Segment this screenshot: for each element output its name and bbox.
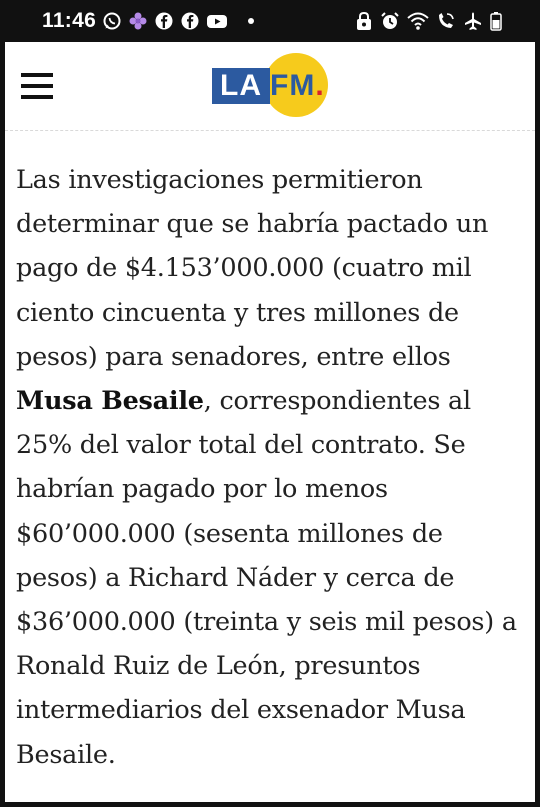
article-line xyxy=(16,644,528,688)
line-text: Besaile. xyxy=(16,739,116,770)
wifi-calling-icon xyxy=(436,11,456,31)
menu-bar xyxy=(21,84,53,88)
article-line xyxy=(16,335,528,379)
flower-app-icon xyxy=(128,11,148,31)
article-line xyxy=(16,246,528,290)
menu-bar xyxy=(21,95,53,99)
line-text: pago de $4.153’000.000 (cuatro mil xyxy=(16,253,472,284)
logo-fm-text: FM xyxy=(270,69,316,102)
article-line xyxy=(16,512,528,556)
lock-icon xyxy=(355,11,373,31)
article-line xyxy=(16,379,528,423)
status-bar xyxy=(0,0,540,42)
facebook-icon xyxy=(180,11,200,31)
status-time: 11:46 xyxy=(42,9,97,32)
article-line xyxy=(16,423,528,467)
status-notification-icons xyxy=(102,11,254,31)
line-text: , correspondientes al xyxy=(203,386,471,417)
bold-name: Musa Besaile xyxy=(16,386,204,417)
line-text: Las investigaciones permitieron xyxy=(16,165,423,195)
article-paragraph xyxy=(16,158,528,777)
line-text: intermediarios del exsenador Musa xyxy=(16,695,466,726)
facebook-icon xyxy=(154,11,174,31)
logo-dot: . xyxy=(315,69,325,102)
article-line xyxy=(16,733,528,777)
line-text: 25% del valor total del contrato. Se xyxy=(16,430,466,461)
battery-icon xyxy=(490,11,502,31)
article-line xyxy=(16,291,528,335)
article-line xyxy=(16,202,528,246)
line-text: Ronald Ruiz de León, presuntos xyxy=(16,651,421,682)
menu-bar xyxy=(21,73,53,77)
line-text: $60’000.000 (sesenta millones de xyxy=(16,518,443,549)
article-line xyxy=(16,158,528,202)
la-fm-logo[interactable] xyxy=(212,51,332,111)
line-text: pesos) a Richard Náder y cerca de xyxy=(16,562,455,593)
logo-fm xyxy=(270,68,325,104)
app-header xyxy=(5,42,535,131)
logo-la: LA xyxy=(212,68,270,104)
wifi-icon xyxy=(407,11,429,31)
line-text: ciento cincuenta y tres millones de xyxy=(16,297,459,328)
alarm-icon xyxy=(380,11,400,31)
line-text: $36’000.000 (treinta y seis mil pesos) a xyxy=(16,607,517,638)
status-system-icons xyxy=(355,11,502,31)
whatsapp-icon xyxy=(102,11,122,31)
hamburger-menu-icon[interactable] xyxy=(19,67,55,103)
line-text: pesos) para senadores, entre ellos xyxy=(16,341,451,372)
line-text: determinar que se habría pactado un xyxy=(16,209,489,240)
article-line xyxy=(16,556,528,600)
article-line xyxy=(16,467,528,511)
airplane-icon xyxy=(463,11,483,31)
notification-dot xyxy=(248,18,254,24)
article-line xyxy=(16,600,528,644)
youtube-icon xyxy=(206,11,228,31)
line-text: habrían pagado por lo menos xyxy=(16,474,388,505)
article-line xyxy=(16,688,528,732)
